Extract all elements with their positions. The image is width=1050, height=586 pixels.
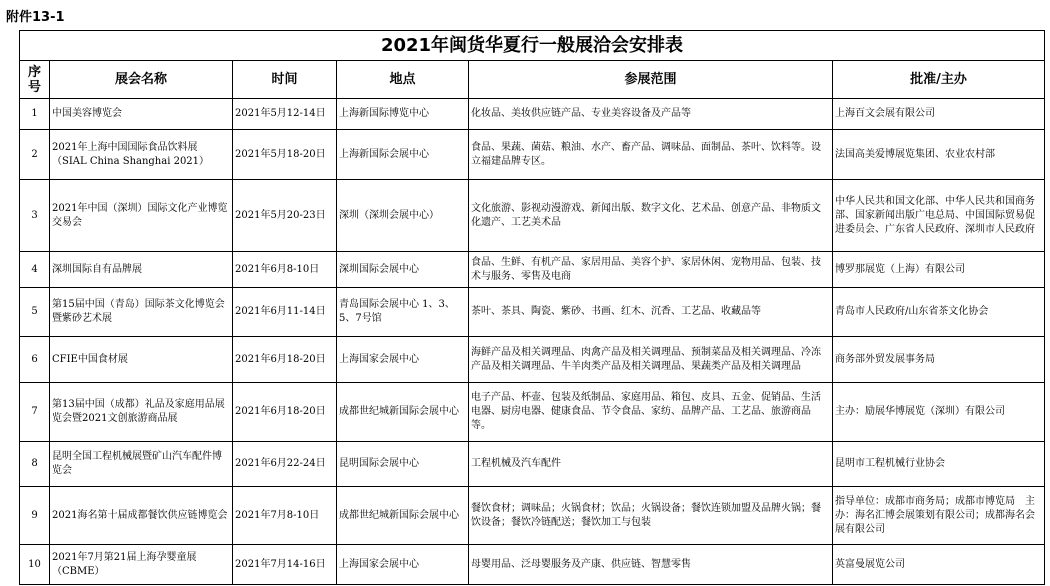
cell-name: 2021年中国（深圳）国际文化产业博览交易会: [50, 180, 233, 252]
cell-host: 青岛市人民政府/山东省茶文化协会: [833, 288, 1045, 337]
cell-no: 4: [20, 252, 50, 288]
header-time: 时间: [233, 61, 337, 99]
table-row: [20, 442, 1045, 487]
cell-name: 2021海名第十届成都餐饮供应链博览会: [50, 487, 233, 545]
cell-place: 青岛国际会展中心 1、3、5、7号馆: [337, 288, 469, 337]
attachment-label: 附件13-1: [6, 10, 65, 25]
table-row: [20, 180, 1045, 252]
cell-place: 上海国家会展中心: [337, 545, 469, 585]
cell-host: 昆明市工程机械行业协会: [833, 442, 1045, 487]
header-no: 序号: [20, 61, 50, 99]
cell-no: 6: [20, 337, 50, 383]
cell-no: 9: [20, 487, 50, 545]
cell-host: 中华人民共和国文化部、中华人民共和国商务部、国家新闻出版广电总局、中国国际贸易促进委员会、广东省人民政府、深圳市人民政府: [833, 180, 1045, 252]
cell-scope: 海鲜产品及相关调理品、肉禽产品及相关调理品、预制菜品及相关调理品、冷冻产品及相关调理品、牛羊肉类产品及相关调理品、果蔬类产品及相关调理品: [469, 337, 833, 383]
cell-place: 成都世纪城新国际会展中心: [337, 487, 469, 545]
cell-time: 2021年7月14-16日: [233, 545, 337, 585]
cell-host: 上海百文会展有限公司: [833, 99, 1045, 130]
cell-name: 第15届中国（青岛）国际茶文化博览会暨紫砂艺术展: [50, 288, 233, 337]
cell-place: 深圳（深圳会展中心）: [337, 180, 469, 252]
cell-name: 深圳国际自有品牌展: [50, 252, 233, 288]
cell-host: 英富曼展览公司: [833, 545, 1045, 585]
cell-place: 深圳国际会展中心: [337, 252, 469, 288]
table-row: [20, 252, 1045, 288]
cell-place: 上海新国际博览中心: [337, 99, 469, 130]
cell-no: 2: [20, 130, 50, 180]
cell-scope: 工程机械及汽车配件: [469, 442, 833, 487]
table-row: [20, 99, 1045, 130]
table-row: [20, 130, 1045, 180]
cell-scope: 化妆品、美妆供应链产品、专业美容设备及产品等: [469, 99, 833, 130]
header-place: 地点: [337, 61, 469, 99]
cell-no: 7: [20, 383, 50, 442]
table-row: [20, 288, 1045, 337]
cell-no: 8: [20, 442, 50, 487]
cell-name: 昆明全国工程机械展暨矿山汽车配件博览会: [50, 442, 233, 487]
cell-place: 成都世纪城新国际会展中心: [337, 383, 469, 442]
cell-time: 2021年5月20-23日: [233, 180, 337, 252]
cell-name: 中国美容博览会: [50, 99, 233, 130]
cell-name: 第13届中国（成都）礼品及家庭用品展览会暨2021文创旅游商品展: [50, 383, 233, 442]
cell-time: 2021年5月12-14日: [233, 99, 337, 130]
table-title: 2021年闽货华夏行一般展洽会安排表: [20, 31, 1045, 61]
cell-no: 10: [20, 545, 50, 585]
cell-place: 上海新国际会展中心: [337, 130, 469, 180]
header-scope: 参展范围: [469, 61, 833, 99]
table-row: [20, 545, 1045, 585]
cell-scope: 文化旅游、影视动漫游戏、新闻出版、数字文化、艺术品、创意产品、非物质文化遗产、工艺美术品: [469, 180, 833, 252]
cell-time: 2021年5月18-20日: [233, 130, 337, 180]
cell-place: 上海国家会展中心: [337, 337, 469, 383]
cell-time: 2021年7月8-10日: [233, 487, 337, 545]
cell-no: 1: [20, 99, 50, 130]
cell-no: 3: [20, 180, 50, 252]
table-row: [20, 383, 1045, 442]
header-host: 批准/主办: [833, 61, 1045, 99]
cell-host: 主办：励展华博展览（深圳）有限公司: [833, 383, 1045, 442]
table-row: [20, 487, 1045, 545]
cell-time: 2021年6月11-14日: [233, 288, 337, 337]
table-row: [20, 337, 1045, 383]
cell-time: 2021年6月18-20日: [233, 337, 337, 383]
cell-scope: 茶叶、茶具、陶瓷、紫砂、书画、红木、沉香、工艺品、收藏品等: [469, 288, 833, 337]
cell-scope: 食品、果蔬、菌菇、粮油、水产、畜产品、调味品、面制品、茶叶、饮料等。设立福建品牌专区。: [469, 130, 833, 180]
cell-no: 5: [20, 288, 50, 337]
cell-scope: 食品、生鲜、有机产品、家居用品、美容个护、家居休闲、宠物用品、包装、技术与服务、零售及电商: [469, 252, 833, 288]
cell-name: CFIE中国食材展: [50, 337, 233, 383]
cell-host: 指导单位：成都市商务局；成都市博览局 主办：海名汇博会展策划有限公司；成都海名会展有限公司: [833, 487, 1045, 545]
cell-place: 昆明国际会展中心: [337, 442, 469, 487]
header-row: [20, 61, 1045, 99]
cell-scope: 电子产品、杯壶、包装及纸制品、家庭用品、箱包、皮具、五金、促销品、生活电器、厨房电器、健康食品、节令食品、家纺、品牌产品、工艺品、旅游商品等。: [469, 383, 833, 442]
cell-name: 2021年7月第21届上海孕婴童展（CBME）: [50, 545, 233, 585]
cell-name: 2021年上海中国国际食品饮料展（SIAL China Shanghai 2021）: [50, 130, 233, 180]
cell-host: 法国高美爱博展览集团、农业农村部: [833, 130, 1045, 180]
header-name: 展会名称: [50, 61, 233, 99]
cell-time: 2021年6月22-24日: [233, 442, 337, 487]
cell-scope: 餐饮食材；调味品；火锅食材；饮品；火锅设备；餐饮连锁加盟及品牌火锅；餐饮设备；餐饮冷链配送；餐饮加工与包装: [469, 487, 833, 545]
cell-time: 2021年6月8-10日: [233, 252, 337, 288]
cell-scope: 母婴用品、泛母婴服务及产康、供应链、智慧零售: [469, 545, 833, 585]
cell-host: 博罗那展览（上海）有限公司: [833, 252, 1045, 288]
exhibition-table: [19, 30, 1045, 585]
cell-time: 2021年6月18-20日: [233, 383, 337, 442]
cell-host: 商务部外贸发展事务局: [833, 337, 1045, 383]
